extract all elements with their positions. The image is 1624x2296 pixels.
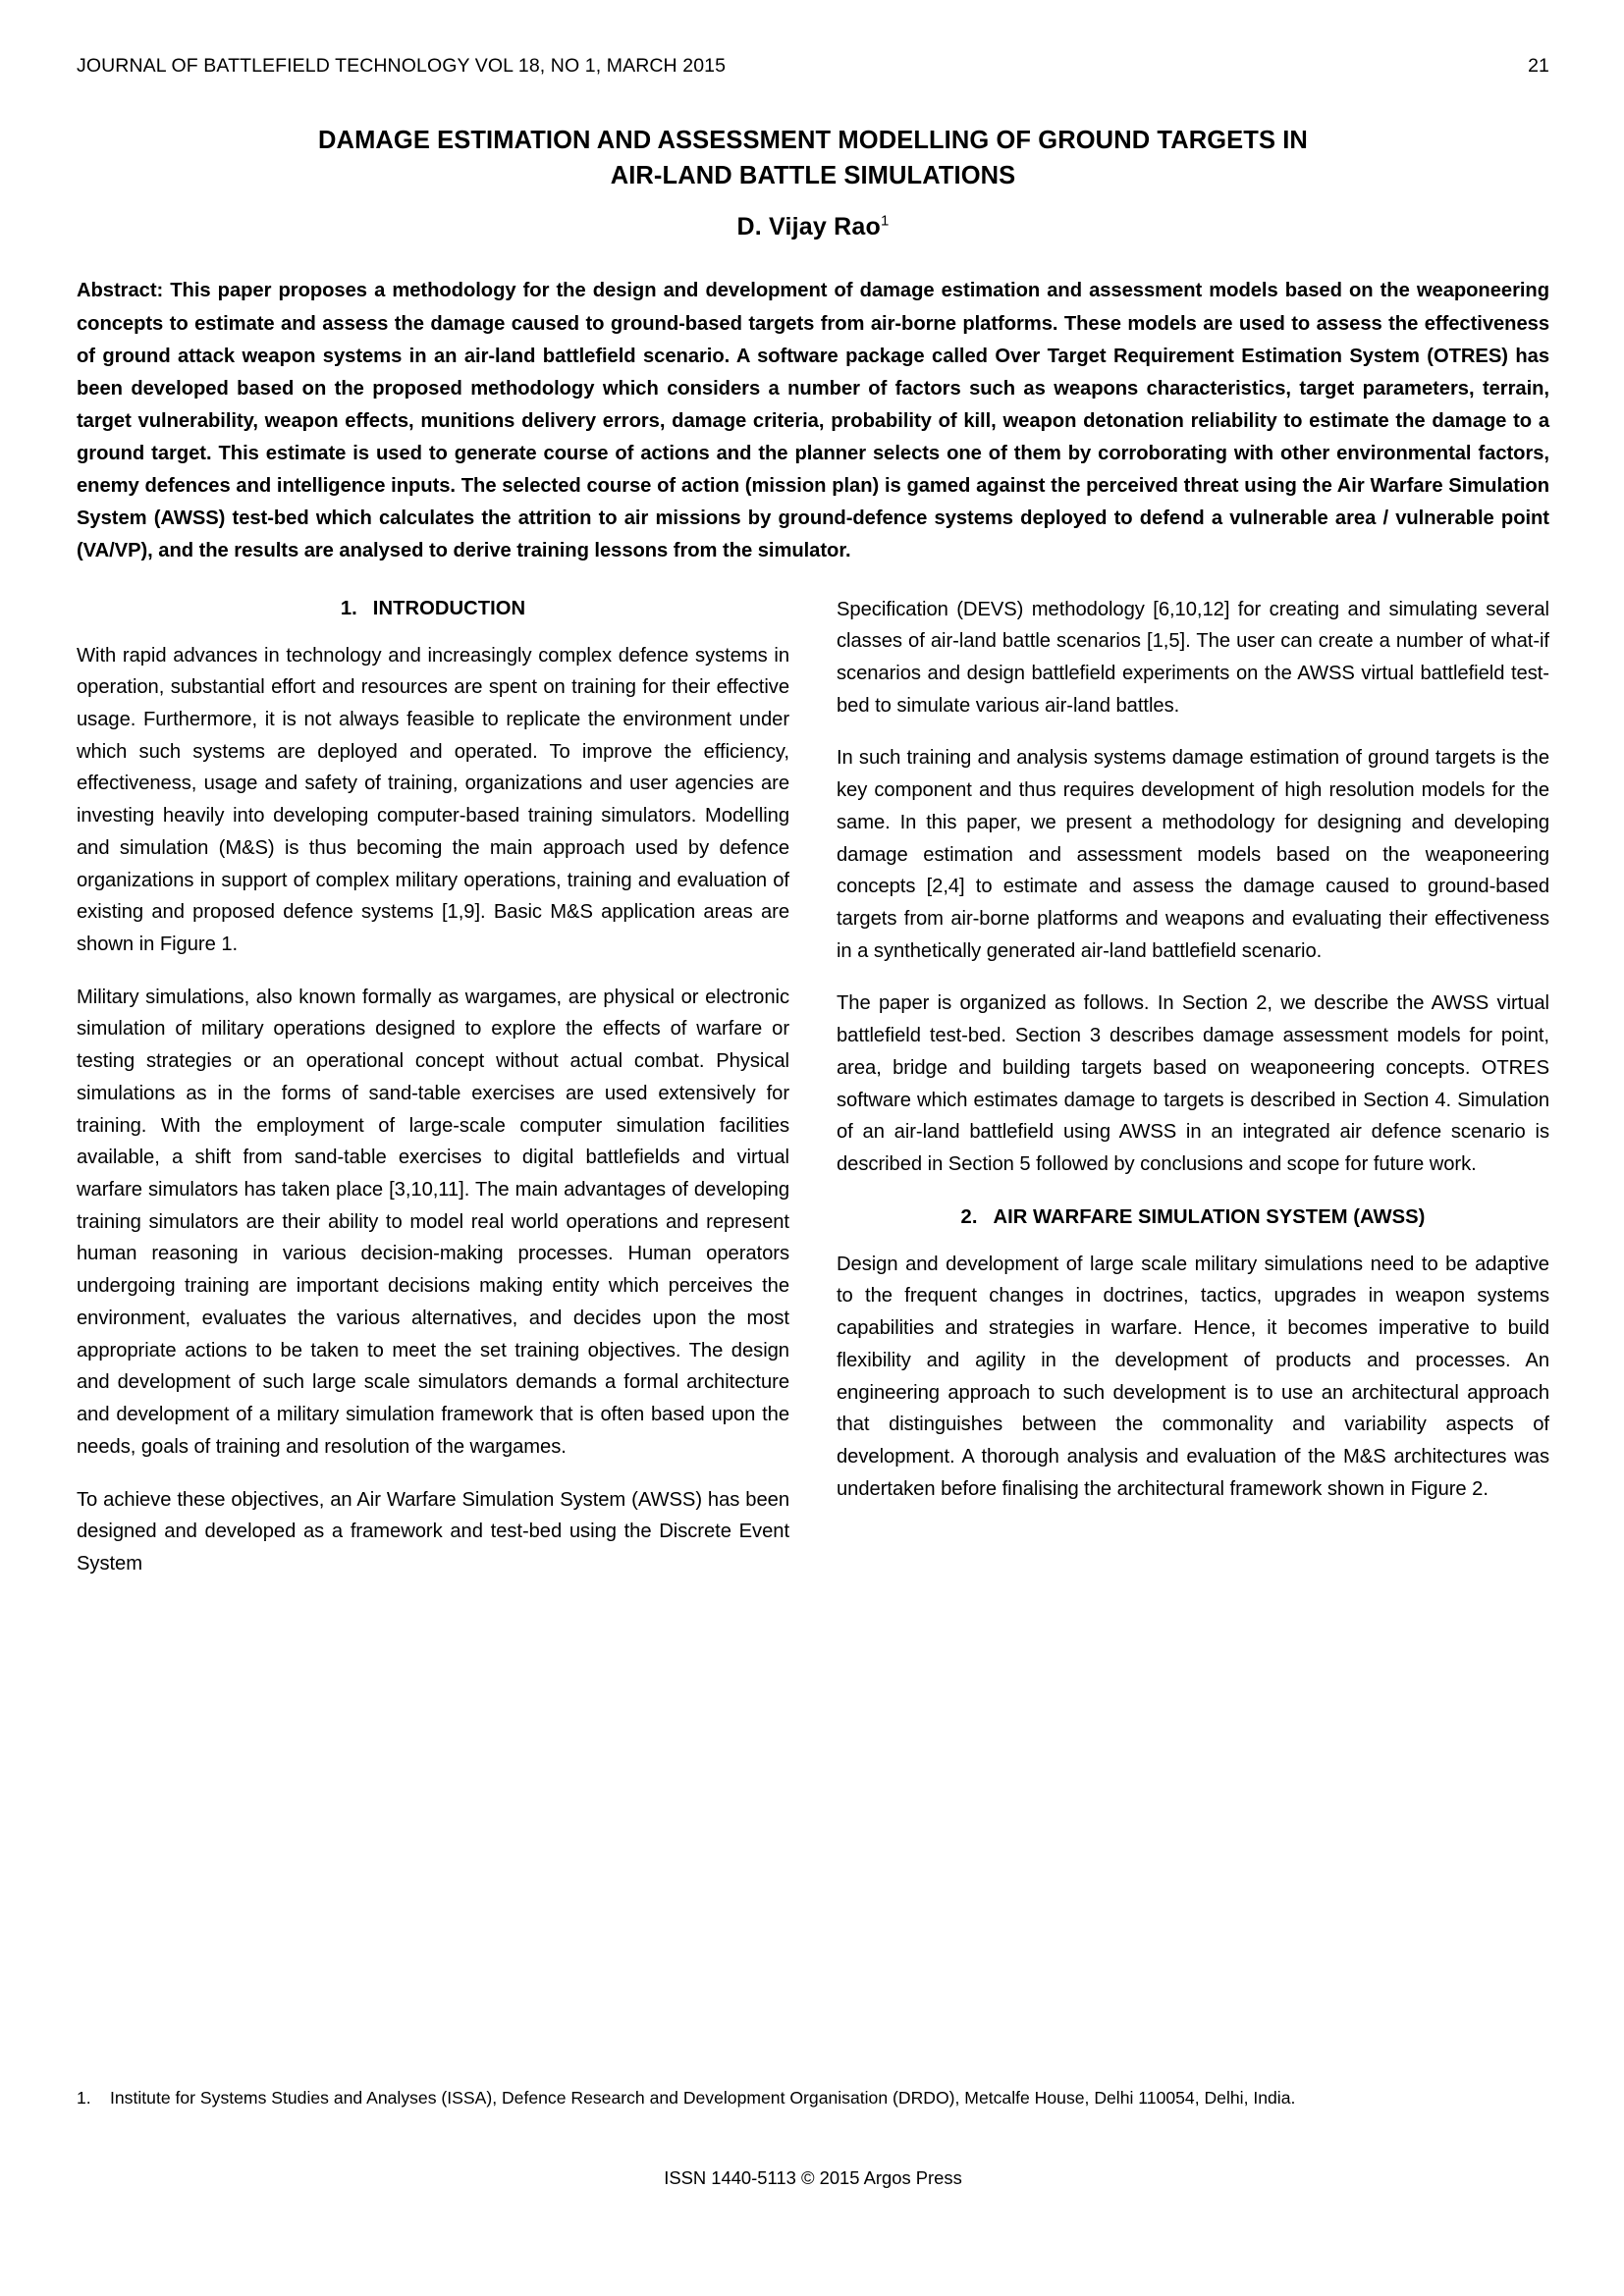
author-label: D. Vijay Rao (736, 213, 881, 241)
paragraph: Design and development of large scale military simulations need to be adaptive to the frequent changes in doctrines, tactics, upgrades in weapon systems capabilities and strategies in warfare. Hence, it becomes imperative to build flexibility and agility in the development of products and processes. An engineering approach to such development is to use an architectural approach that distinguishes between the commonality and variability aspects of development. A thorough analysis and evaluation of the M&S architectures was undertaken before finalising the architectural framework shown in Figure 2. (837, 1253, 1549, 1500)
paragraph: With rapid advances in technology and increasingly complex defence systems in operation, substantial effort and resources are spent on training for their effective usage. Furthermore, it is not always feasible to replicate the environment under which such systems are deployed and operated. To improve the efficiency, effectiveness, usage and safety of training, organizations and user agencies are investing heavily into developing computer-based training simulators. Modelling and simulation (M&S) is thus becoming the main approach used by defence organizations in support of complex military operations, training and evaluation of existing and proposed defence systems [1,9]. Basic M&S application areas are shown in Figure 1. (77, 644, 789, 955)
right-column (837, 594, 1549, 1580)
author-footnote-marker: 1 (880, 213, 890, 231)
title-line-2: AIR-LAND BATTLE SIMULATIONS (610, 162, 1016, 190)
paragraph: Military simulations, also known formally as wargames, are physical or electronic simulation of military operations designed to explore the effects of warfare or testing strategies or an operational concept without actual combat. Physical simulations as in the forms of sand-table exercises are used extensively for training. With the employment of large-scale computer simulation facilities available, a shift from sand-table exercises to digital battlefields and virtual warfare simulators has taken place [3,10,11]. The main advantages of developing training simulators are their ability to model real world operations and represent human reasoning in various decision-making processes. Human operators undergoing training are important decisions making entity which perceives the environment, evaluates the various alternatives, and decides upon the most appropriate actions to be taken to meet the set training objectives. The design and development of such large scale simulators demands a formal architecture and development of a military simulation framework that is often based upon the needs, goals of training and resolution of the wargames. (77, 986, 789, 1458)
page-title (145, 123, 1481, 193)
issn-footer: ISSN 1440-5113 © 2015 Argos Press (664, 2167, 962, 2188)
section-title-2: AIR WARFARE SIMULATION SYSTEM (AWSS) (993, 1205, 1426, 1228)
section-heading-introduction (77, 598, 789, 620)
section-heading-awss (837, 1206, 1549, 1229)
page-content (77, 55, 1549, 1580)
paragraph: In such training and analysis systems damage estimation of ground targets is the key component and thus requires development of high resolution models for the same. In this paper, we present a methodology for designing and developing damage estimation and assessment models based on the weaponeering concepts [2,4] to estimate and assess the damage caused to ground-based targets from air-borne platforms and weapons and evaluating their effectiveness in a synthetically generated air-land battlefield scenario. (837, 747, 1549, 962)
footnote-text: Institute for Systems Studies and Analyses (ISSA), Defence Research and Development Organisation (DRDO), Metcalfe House, Delhi 110054, Delhi, India. (110, 2088, 1296, 2108)
abstract-text: Abstract: This paper proposes a methodology for the design and development of damage estimation and assessment models based on the weaponeering concepts to estimate and assess the damage caused to ground-based targets from air-borne platforms. These models are used to assess the effectiveness of ground attack weapon systems in an air-land battlefield scenario. A software package called Over Target Requirement Estimation System (OTRES) has been developed based on the proposed methodology which considers a number of factors such as weapons characteristics, target parameters, terrain, target vulnerability, weapon effects, munitions delivery errors, damage criteria, probability of kill, weapon detonation reliability to estimate the damage to a ground target. This estimate is used to generate course of actions and the planner selects one of them by corroborating with other environmental factors, enemy defences and intelligence inputs. The selected course of action (mission plan) is gamed against the perceived threat using the Air Warfare Simulation System (AWSS) test-bed which calculates the attrition to air missions by ground-defence systems deployed to defend a vulnerable area / vulnerable point (VA/VP), and the results are analysed to derive training lessons from the simulator. (77, 280, 1549, 562)
section-number-2: 2. (960, 1205, 978, 1228)
left-column (77, 594, 789, 1580)
footnote-number: 1. (77, 2088, 91, 2108)
page-number: 21 (1528, 55, 1549, 77)
paragraph: To achieve these objectives, an Air Warfare Simulation System (AWSS) has been designed and developed as a framework and test-bed using the Discrete Event System (77, 1488, 789, 1575)
title-line-1: DAMAGE ESTIMATION AND ASSESSMENT MODELLING OF GROUND TARGETS IN (318, 127, 1308, 154)
two-column-body (77, 594, 1549, 1580)
paragraph: The paper is organized as follows. In Section 2, we describe the AWSS virtual battlefield test-bed. Section 3 describes damage assessment models for point, area, bridge and building targets based on weaponeering concepts. OTRES software which estimates damage to targets is described in Section 4. Simulation of an air-land battlefield using AWSS in an integrated air defence scenario is described in Section 5 followed by conclusions and scope for future work. (837, 992, 1549, 1176)
section-title-1: INTRODUCTION (372, 597, 526, 619)
author-affiliation-footnote (77, 2084, 1549, 2111)
running-header (77, 55, 1549, 78)
paragraph: Specification (DEVS) methodology [6,10,12] for creating and simulating several classes of air-land battle scenarios [1,5]. The user can create a number of what-if scenarios and design battlefield experiments on the AWSS virtual battlefield test-bed to simulate various air-land battles. (837, 598, 1549, 717)
author-name (77, 213, 1549, 241)
section-number-1: 1. (340, 597, 357, 619)
journal-reference: JOURNAL OF BATTLEFIELD TECHNOLOGY VOL 18, NO 1, MARCH 2015 (77, 55, 727, 77)
